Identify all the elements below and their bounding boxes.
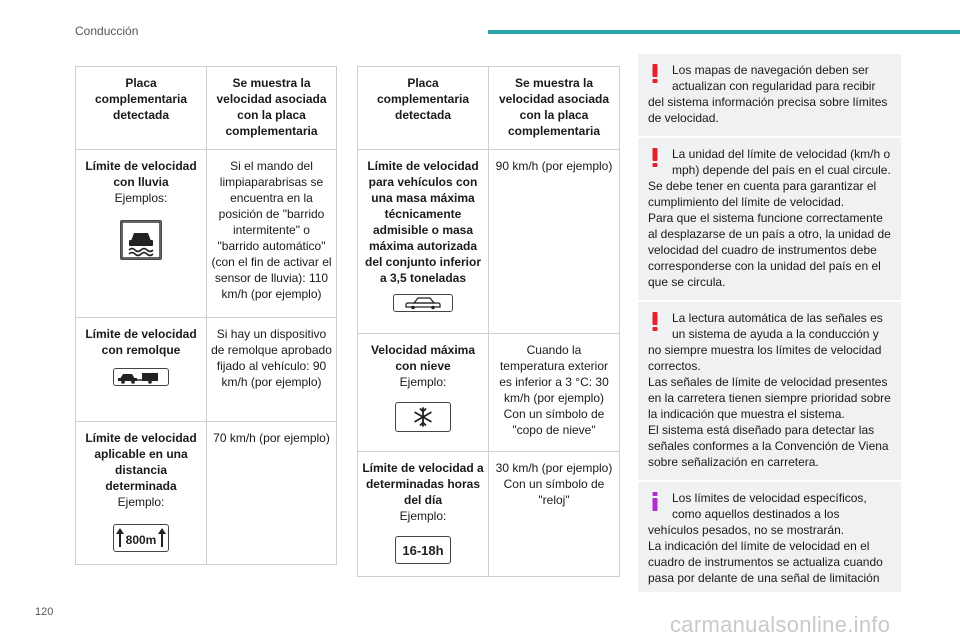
exclamation-icon — [648, 146, 672, 172]
distance-sign-icon — [113, 524, 169, 552]
row-value: 30 km/h (por ejemplo) Con un símbolo de "reloj" — [495, 461, 613, 507]
car-with-trailer-icon — [113, 368, 169, 386]
exclamation-icon — [648, 62, 672, 88]
warning-note — [638, 302, 901, 480]
table-row — [358, 150, 620, 334]
page-number: 120 — [35, 606, 54, 618]
row-value: 90 km/h (por ejemplo) — [495, 159, 613, 173]
row-subtitle: Ejemplo: — [399, 509, 447, 523]
table-header-row — [358, 67, 620, 150]
column-header: Placa complementaria detectada — [376, 76, 470, 122]
note-text: La unidad del límite de velocidad (km/h o mph) depende del país en el cual circule. Se debe tener en cuenta para garantizar el cumplimiento del límite de velocidad. — [648, 147, 891, 209]
note-text: El sistema está diseñado para detectar las señales conformes a la Convención de Viena sobre señalización en carretera. — [648, 423, 889, 469]
snowflake-icon — [395, 402, 451, 432]
note-text: Para que el sistema funcione correctamente al desplazarse de un país a otro, la unidad de velocidad del cuadro de instrumentos debe corresponderse con la unidad del país en el que se circula. — [648, 211, 891, 289]
row-title: Límite de velocidad aplicable en una distancia determinada — [85, 431, 197, 493]
note-text: La indicación del límite de velocidad en el cuadro de instrumentos se actualiza cuando pasa por delante de una señal de limitación — [648, 539, 883, 585]
table-row — [358, 334, 620, 452]
distance-sign-label: 800m — [125, 533, 157, 547]
row-title: Límite de velocidad a determinadas horas del día — [362, 461, 484, 507]
row-value: 70 km/h (por ejemplo) — [213, 431, 330, 445]
car-on-wet-road-icon — [120, 220, 162, 260]
table-row — [358, 452, 620, 577]
info-note — [638, 482, 901, 592]
note-text: Las señales de límite de velocidad presentes en la carretera tienen siempre prioridad sobre la indicación que muestra el sistema. — [648, 375, 891, 421]
section-title: Conducción — [75, 24, 139, 38]
note-text: La lectura automática de las señales es un sistema de ayuda a la conducción y no siempre muestra los límites de velocidad correctos. — [648, 311, 883, 373]
exclamation-icon — [648, 310, 672, 336]
row-value: Si el mando del limpiaparabrisas se encuentra en la posición de "barrido intermitente" o "barrido automático" (con el fin de activar el sensor de lluvia): 110 km/h (por ejemplo) — [211, 159, 332, 301]
row-value: Si hay un dispositivo de remolque aprobado fijado al vehículo: 90 km/h (por ejemplo) — [211, 327, 332, 389]
time-range-label: 16-18h — [402, 543, 444, 558]
row-subtitle: Ejemplo: — [117, 495, 165, 509]
table-right — [357, 66, 620, 577]
column-header: Placa complementaria detectada — [94, 76, 188, 122]
row-title: Velocidad máxima con nieve — [370, 343, 476, 373]
table-row — [76, 150, 337, 318]
car-silhouette-icon — [393, 294, 453, 312]
row-title: Límite de velocidad para vehículos con una masa máxima técnicamente admisible o masa máxima autorizada del conjunto inferior a 3,5 toneladas — [365, 159, 481, 285]
table-left — [75, 66, 337, 565]
table-row — [76, 318, 337, 422]
header-accent-bar — [488, 30, 960, 34]
row-title: Límite de velocidad con lluvia — [85, 159, 197, 189]
watermark: carmanualsonline.info — [670, 612, 891, 637]
row-subtitle: Ejemplo: — [399, 375, 447, 389]
warning-note — [638, 54, 901, 136]
column-header: Se muestra la velocidad asociada con la placa complementaria — [216, 76, 327, 138]
warning-note — [638, 138, 901, 300]
note-text: Los límites de velocidad específicos, como aquellos destinados a los vehículos pesados, no se mostrarán. — [648, 491, 867, 537]
time-range-sign-icon — [395, 536, 451, 564]
row-title: Límite de velocidad con remolque — [85, 327, 197, 357]
info-icon — [648, 490, 672, 516]
table-row — [76, 422, 337, 565]
note-text: Los mapas de navegación deben ser actualizan con regularidad para recibir del sistema información precisa sobre límites de velocidad. — [648, 63, 888, 125]
table-header-row — [76, 67, 337, 150]
row-subtitle: Ejemplos: — [114, 191, 168, 205]
row-value: Cuando la temperatura exterior es inferior a 3 °C: 30 km/h (por ejemplo) Con un símbolo de "copo de nieve" — [499, 343, 609, 437]
column-header: Se muestra la velocidad asociada con la placa complementaria — [498, 76, 610, 138]
